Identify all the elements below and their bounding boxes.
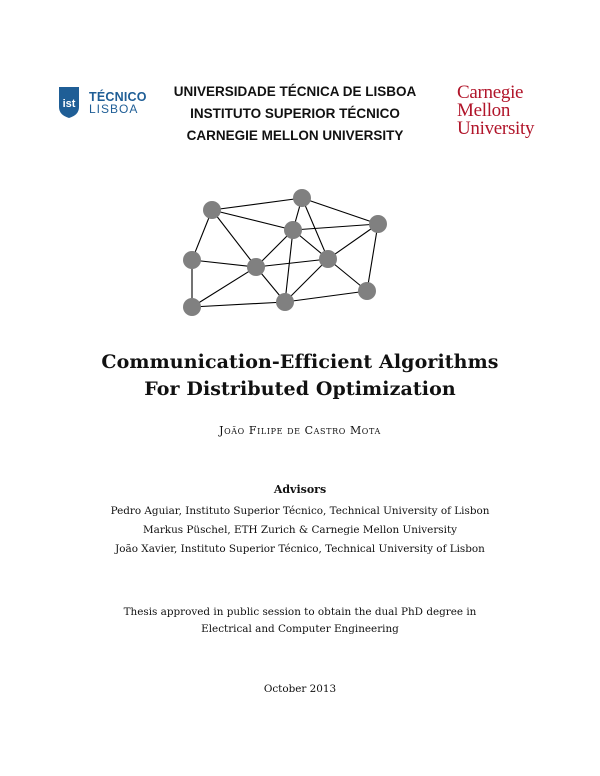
graph-edge xyxy=(285,291,367,302)
ist-wordmark-line1: TÉCNICO xyxy=(89,89,147,104)
institution-line-2: INSTITUTO SUPERIOR TÉCNICO xyxy=(190,106,400,121)
approval-note-line1: Thesis approved in public session to obtain the dual PhD degree in xyxy=(123,606,477,618)
graph-edge xyxy=(192,302,285,307)
graph-edge xyxy=(192,260,256,267)
graph-node xyxy=(369,215,387,233)
ist-shield-text: ist xyxy=(62,98,76,110)
graph-edge xyxy=(302,198,378,224)
graph-node xyxy=(293,189,311,207)
graph-node xyxy=(358,282,376,300)
graph-edge xyxy=(212,198,302,210)
cmu-logo-line1: Carnegie xyxy=(457,82,524,103)
graph-edge xyxy=(328,224,378,259)
thesis-date: October 2013 xyxy=(263,683,337,695)
graph-node xyxy=(319,250,337,268)
graph-edge xyxy=(293,224,378,230)
advisors-heading: Advisors xyxy=(273,483,327,496)
graph-node xyxy=(183,251,201,269)
graph-edge xyxy=(256,259,328,267)
approval-note xyxy=(0,604,600,638)
institution-line-3: CARNEGIE MELLON UNIVERSITY xyxy=(186,128,404,143)
graph-edge xyxy=(212,210,256,267)
thesis-title xyxy=(0,349,600,403)
author-name: João Filipe de Castro Mota xyxy=(219,424,381,437)
advisor-item: João Xavier, Instituto Superior Técnico, Technical University of Lisbon xyxy=(115,543,485,555)
graph-edge xyxy=(212,210,293,230)
graph-edges xyxy=(192,198,378,307)
graph-node xyxy=(203,201,221,219)
advisor-item: Markus Püschel, ETH Zurich & Carnegie Mellon University xyxy=(142,524,457,536)
graph-nodes xyxy=(183,189,387,316)
cmu-logo-line2: Mellon xyxy=(457,100,511,121)
graph-node xyxy=(276,293,294,311)
graph-node xyxy=(183,298,201,316)
approval-note-line2: Electrical and Computer Engineering xyxy=(201,623,399,635)
graph-edge xyxy=(285,259,328,302)
ist-wordmark-line2: LISBOA xyxy=(89,101,139,116)
graph-edge xyxy=(192,267,256,307)
thesis-title-line2: For Distributed Optimization xyxy=(144,378,456,400)
advisor-item: Pedro Aguiar, Instituto Superior Técnico, Technical University of Lisbon xyxy=(110,505,490,517)
graph-node xyxy=(284,221,302,239)
advisors-list xyxy=(0,502,600,559)
graph-edge xyxy=(285,230,293,302)
cmu-logo-line3: University xyxy=(457,118,535,139)
graph-node xyxy=(247,258,265,276)
institution-line-1: UNIVERSIDADE TÉCNICA DE LISBOA xyxy=(173,84,417,99)
thesis-title-line1: Communication-Efficient Algorithms xyxy=(101,351,499,373)
graph-edge xyxy=(367,224,378,291)
